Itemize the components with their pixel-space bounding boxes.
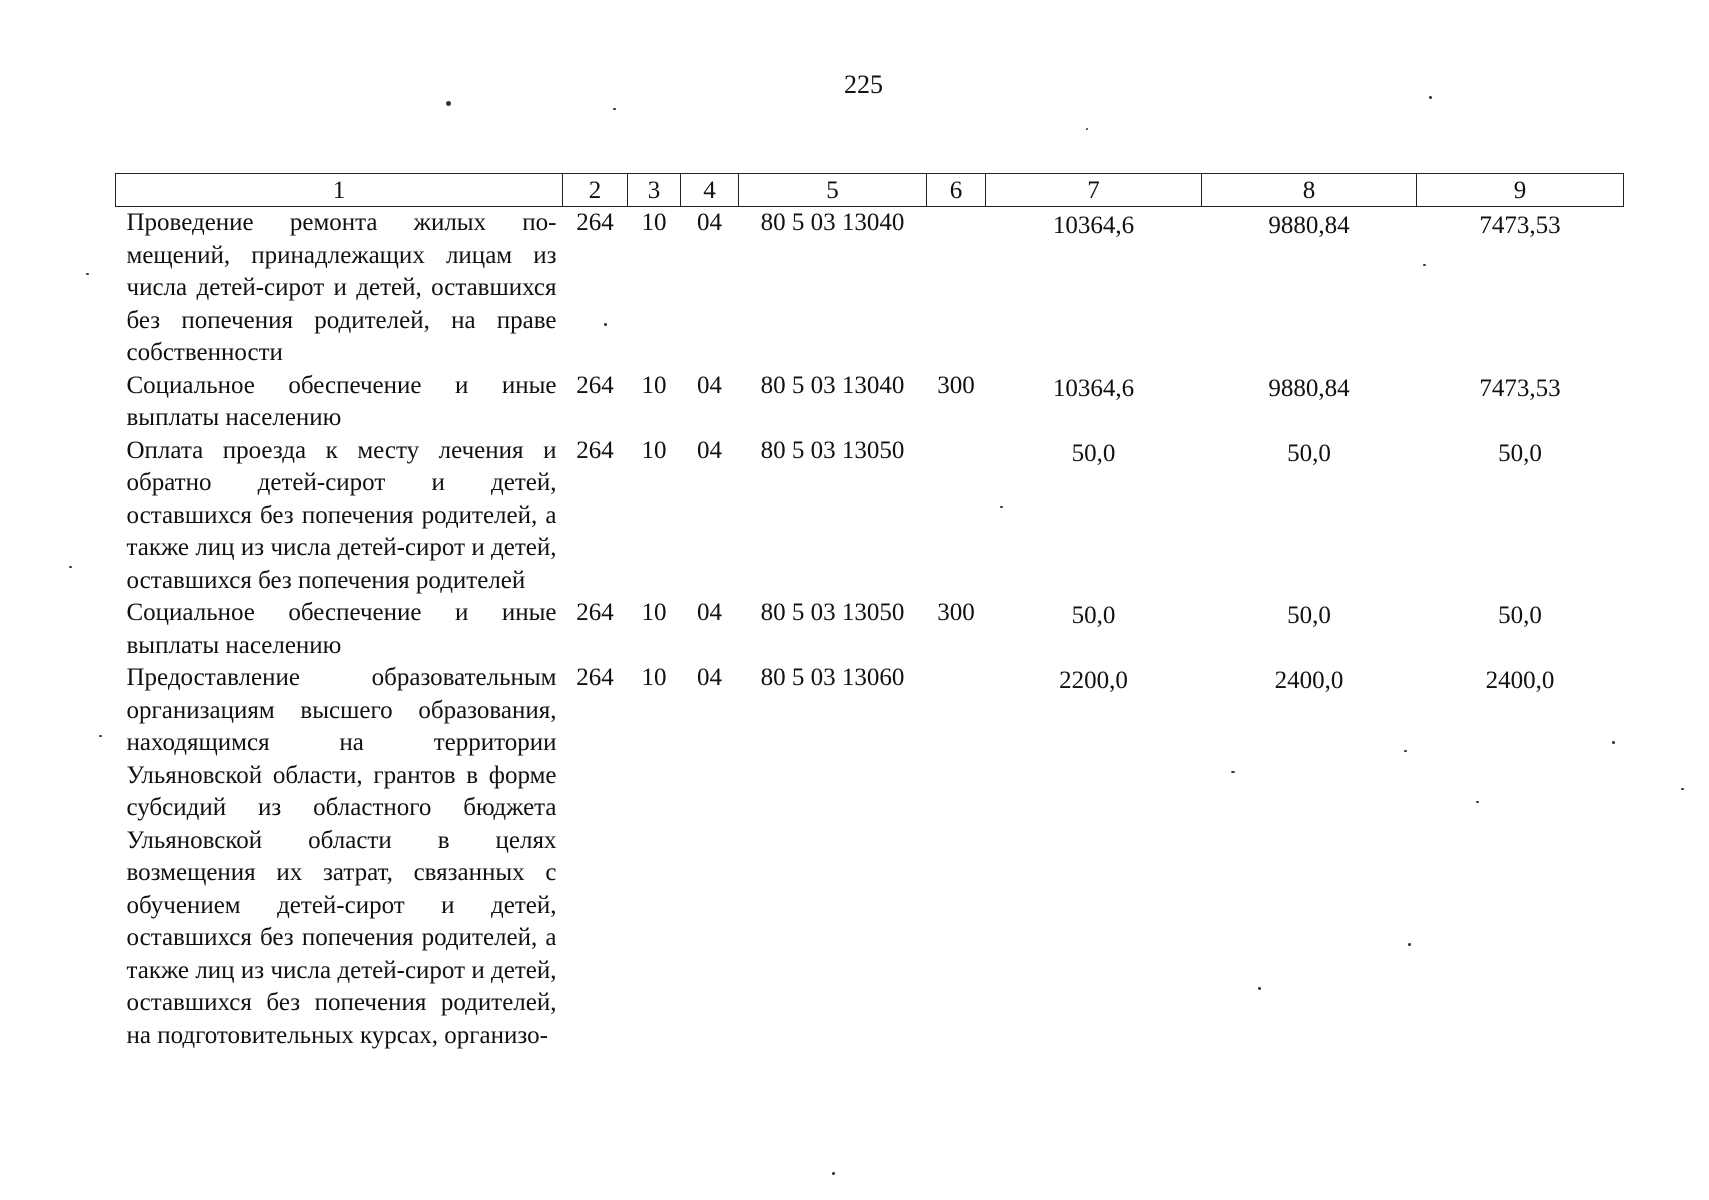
scan-speck	[832, 1172, 835, 1175]
row-description: Предоставление образовательным организациям высшего образования, находящимся на территории Ульяновской области, грантов в форме субсидий из областного бюджета Ульяновской области в целях возмещения их затрат, связанных с обучением детей-сирот и детей, оставшихся без попечения родителей, а также лиц из числа детей-сирот и детей, оставшихся без попечения родителей, на подготовительных курсах, организо-	[126, 664, 557, 1049]
table-row	[116, 662, 1624, 1052]
cell-target-article: 80 5 03 13040	[760, 371, 905, 399]
cell-amount-7: 10364,6	[1052, 212, 1135, 239]
cell-section: 10	[641, 371, 667, 399]
cell-subsection: 04	[697, 599, 722, 626]
cell-ministry-code: 264	[576, 209, 614, 236]
column-header-7: 7	[986, 174, 1202, 207]
cell-amount-9: 50,0	[1498, 439, 1542, 467]
cell-amount-8: 50,0	[1287, 439, 1331, 467]
cell-amount-9: 7473,53	[1479, 374, 1561, 402]
column-header-5: 5	[739, 174, 927, 207]
cell-target-article: 80 5 03 13050	[760, 436, 905, 464]
column-header-4: 4	[681, 174, 739, 207]
cell-amount-8: 50,0	[1287, 602, 1331, 629]
cell-amount-7: 50,0	[1071, 602, 1116, 629]
cell-amount-8: 9880,84	[1268, 374, 1350, 402]
column-header-3: 3	[628, 174, 681, 207]
cell-section: 10	[641, 599, 667, 626]
cell-section: 10	[641, 664, 667, 691]
cell-target-article: 80 5 03 13050	[760, 599, 905, 626]
cell-subsection: 04	[697, 371, 722, 399]
header-row	[116, 174, 1624, 207]
cell-expense-type	[927, 207, 986, 370]
scan-speck	[99, 735, 102, 737]
cell-expense-type: 300	[937, 599, 975, 626]
table-row	[116, 435, 1624, 598]
cell-ministry-code: 264	[576, 371, 614, 399]
scan-speck	[613, 108, 616, 110]
scan-speck	[1681, 788, 1684, 790]
column-header-1: 1	[116, 174, 563, 207]
cell-amount-7: 10364,6	[1052, 374, 1135, 402]
column-header-8: 8	[1202, 174, 1417, 207]
cell-amount-8: 2400,0	[1274, 667, 1344, 694]
cell-subsection: 04	[697, 436, 722, 464]
row-description: Социальное обеспечение и иные выплаты населению	[126, 371, 557, 431]
scan-speck	[446, 101, 451, 106]
row-description: Проведение ремонта жилых помещений, принадлежащих лицам из числа детей-сирот и детей, оставшихся без попечения родителей, на праве собственности	[126, 209, 557, 366]
cell-amount-9: 50,0	[1498, 602, 1542, 629]
table-row	[116, 597, 1624, 662]
row-description: Оплата проезда к месту лечения и обратно детей-сирот и детей, оставшихся без попечения родителей, а также лиц из числа детей-сирот и детей, оставшихся без попечения родителей	[126, 436, 557, 594]
cell-amount-8: 9880,84	[1268, 212, 1350, 239]
cell-section: 10	[641, 209, 667, 236]
cell-target-article: 80 5 03 13040	[760, 209, 905, 236]
cell-amount-9: 7473,53	[1479, 212, 1561, 239]
scan-speck	[1429, 96, 1432, 99]
cell-expense-type	[927, 662, 986, 1052]
scan-speck	[1086, 128, 1088, 130]
column-header-9: 9	[1417, 174, 1624, 207]
cell-target-article: 80 5 03 13060	[760, 664, 905, 691]
cell-subsection: 04	[697, 664, 722, 691]
table-row	[116, 207, 1624, 370]
cell-ministry-code: 264	[576, 599, 614, 626]
scan-speck	[69, 566, 72, 568]
cell-amount-9: 2400,0	[1485, 667, 1555, 694]
cell-expense-type: 300	[937, 371, 975, 399]
cell-amount-7: 50,0	[1071, 439, 1116, 467]
page-number: 225	[844, 70, 883, 99]
cell-section: 10	[641, 436, 667, 464]
scan-speck	[86, 273, 89, 275]
cell-amount-7: 2200,0	[1059, 667, 1128, 694]
budget-table	[115, 173, 1624, 1052]
column-header-6: 6	[927, 174, 986, 207]
cell-subsection: 04	[697, 209, 722, 236]
cell-ministry-code: 264	[576, 664, 614, 691]
column-header-2: 2	[563, 174, 628, 207]
row-description: Социальное обеспечение и иные выплаты населению	[126, 599, 557, 659]
table-row	[116, 370, 1624, 435]
cell-expense-type	[927, 435, 986, 598]
cell-ministry-code: 264	[576, 436, 614, 464]
